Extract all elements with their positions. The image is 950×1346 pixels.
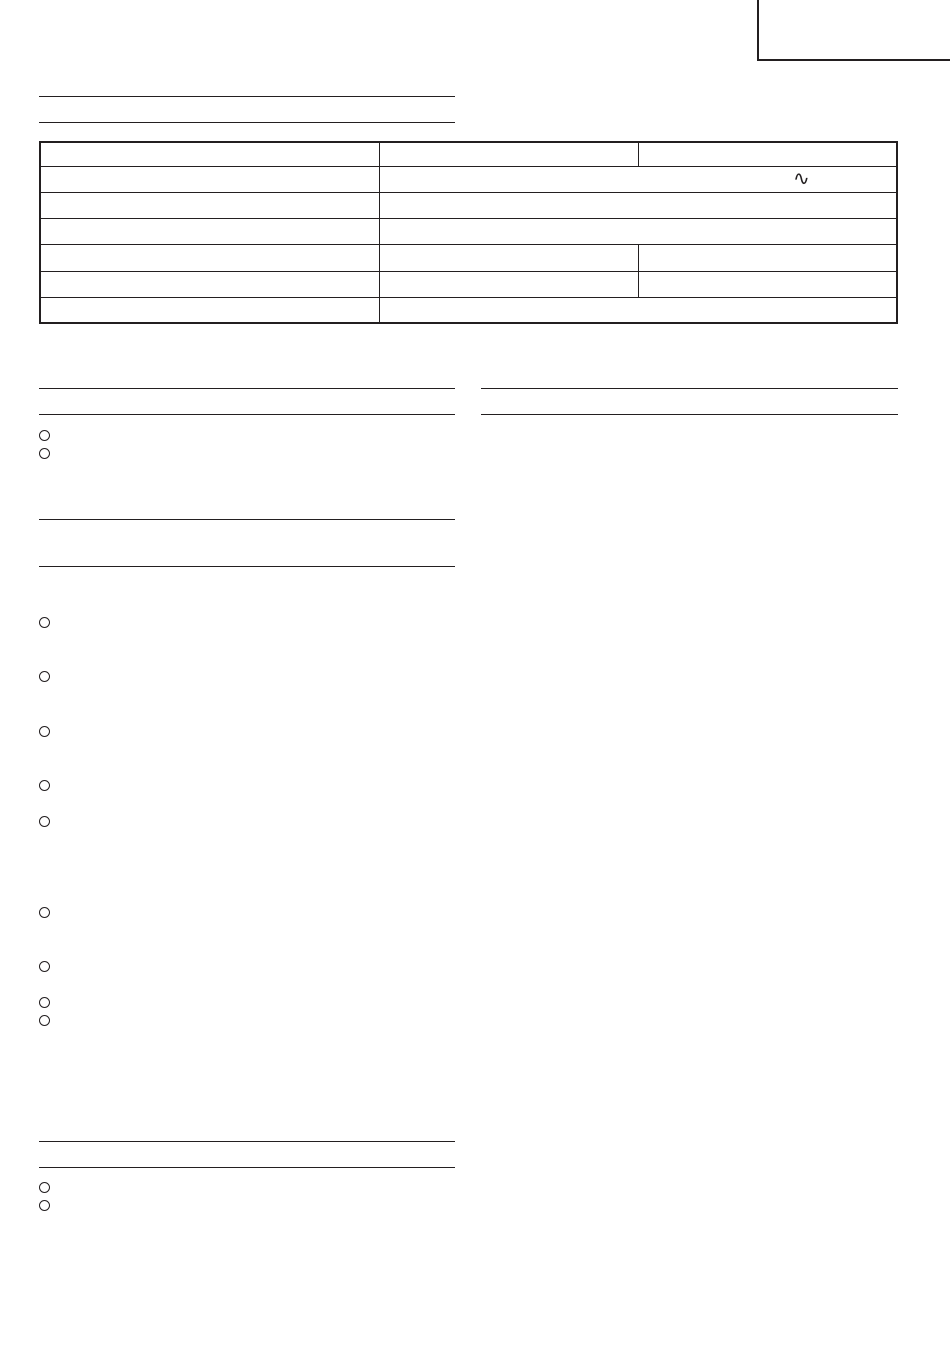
optional-accessories-heading-rule-bottom [39,1167,455,1168]
list-bullet-icon [39,780,50,791]
list-bullet-icon [39,816,50,827]
specifications-table [39,141,898,324]
table-column-divider [638,143,639,166]
list-bullet-icon [39,1182,50,1193]
list-bullet-icon [39,1015,50,1026]
table-column-divider [638,244,639,297]
table-column-divider [379,143,380,322]
table-row [41,218,896,219]
list-bullet-icon [39,997,50,1008]
optional-accessories-heading-rule-top [39,1141,455,1142]
list-bullet-icon [39,907,50,918]
prior-to-operation-heading-rule-bottom [39,566,455,567]
list-bullet-icon [39,448,50,459]
list-bullet-icon [39,961,50,972]
list-bullet-icon [39,430,50,441]
list-bullet-icon [39,1200,50,1211]
specifications-heading-rule-top [39,96,455,97]
applications-heading-rule-bottom [481,414,898,415]
applications-heading-rule-top [481,388,898,389]
list-bullet-icon [39,726,50,737]
list-bullet-icon [39,671,50,682]
table-row [41,192,896,193]
table-row [41,244,896,245]
specifications-heading-rule-bottom [39,122,455,123]
language-tab-box [757,0,950,61]
table-row [41,297,896,298]
table-row [41,166,896,167]
prior-to-operation-heading-rule-top [39,519,455,520]
standard-accessories-heading-rule-bottom [39,414,455,415]
list-bullet-icon [39,617,50,628]
standard-accessories-heading-rule-top [39,388,455,389]
table-row [41,271,896,272]
alternating-current-icon: ∿ [793,166,810,190]
